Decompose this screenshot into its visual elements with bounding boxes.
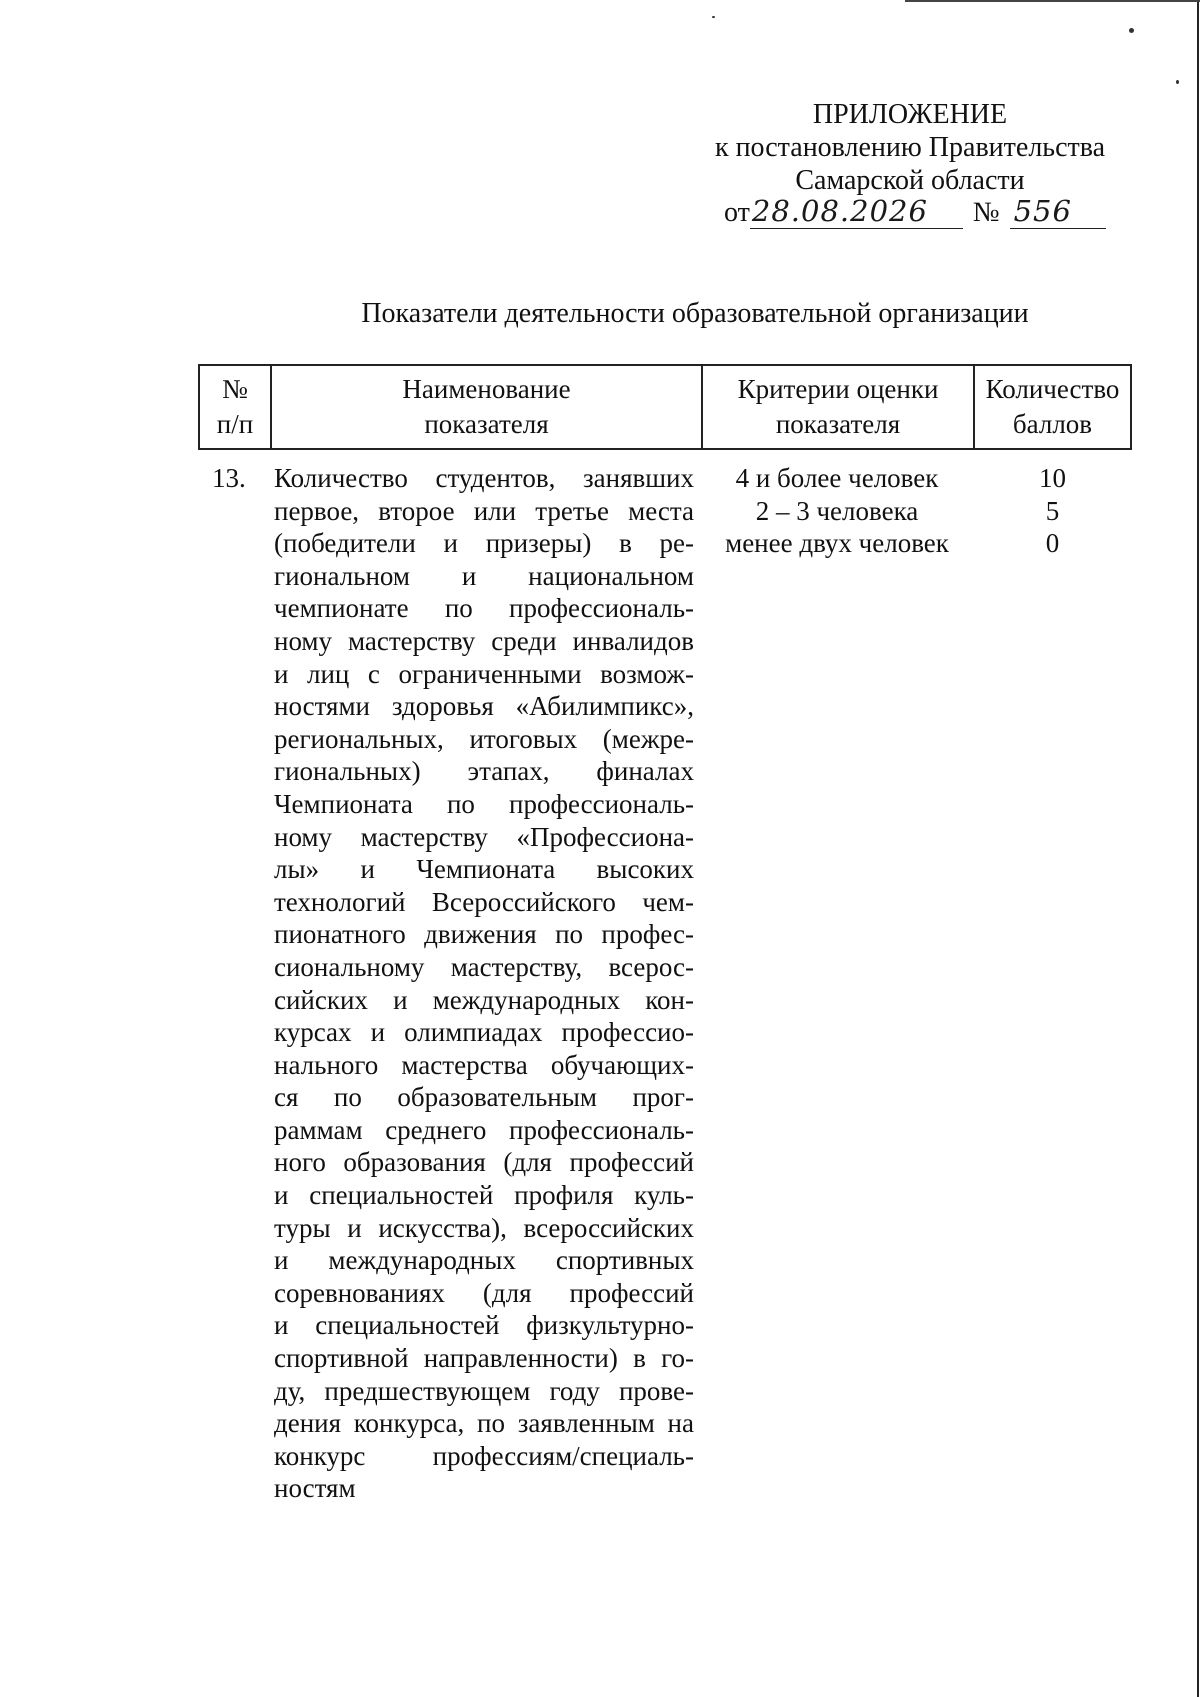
appendix-line: Самарской области	[795, 165, 1025, 196]
description-line: первое, второе или третье места	[274, 495, 694, 526]
date-prefix: от	[724, 197, 750, 228]
points-item: 5	[1045, 495, 1060, 526]
criteria-list	[706, 462, 968, 560]
description-line: чемпионате по профессиональ-	[274, 593, 694, 624]
points-list	[975, 462, 1130, 560]
resolution-date-line	[724, 196, 1106, 229]
description-line: (победители и призеры) в ре-	[274, 528, 694, 559]
document-title: Показатели деятельности образовательной организации	[361, 298, 1029, 329]
header-cell-label: Количество баллов	[985, 374, 1120, 439]
description-line: региональных, итоговых (межре-	[274, 723, 694, 754]
description-line: и специальностей профиля куль-	[274, 1180, 694, 1211]
row-number: 13.	[212, 463, 246, 493]
scan-edge-right	[1197, 0, 1199, 1697]
indicator-description	[274, 462, 694, 1505]
description-line: конкурс профессиям/специаль-	[274, 1440, 694, 1471]
description-line: ному мастерству «Профессиона-	[274, 821, 694, 852]
scan-speck	[712, 16, 715, 18]
description-line: курсах и олимпиадах профессио-	[274, 1017, 694, 1048]
description-line: и международных спортивных	[274, 1245, 694, 1276]
appendix-block	[690, 98, 1130, 197]
header-cell-number	[200, 366, 272, 448]
description-line: и лиц с ограниченными возмож-	[274, 658, 694, 689]
description-line: сийских и международных кон-	[274, 984, 694, 1015]
description-line: гиональных) этапах, финалах	[274, 756, 694, 787]
header-cell-criteria	[703, 366, 975, 448]
points-item: 10	[1039, 463, 1066, 493]
description-line: лы» и Чемпионата высоких	[274, 854, 694, 885]
description-line: Количество студентов, занявших	[274, 463, 694, 493]
description-line: раммам среднего профессиональ-	[274, 1114, 694, 1145]
description-line: и специальностей физкультурно-	[274, 1310, 694, 1341]
description-line: сиональному мастерству, всерос-	[274, 951, 694, 982]
criteria-item: 2 – 3 человека	[755, 495, 919, 526]
scan-speck	[1176, 80, 1179, 84]
criteria-item: 4 и более человек	[735, 463, 939, 493]
header-cell-points	[975, 366, 1130, 448]
description-line: пионатного движения по профес-	[274, 919, 694, 950]
header-cell-label: № п/п	[216, 374, 254, 439]
description-line: Чемпионата по профессиональ-	[274, 788, 694, 819]
description-line: ностям	[274, 1473, 356, 1504]
description-line: ду, предшествующем году прове-	[274, 1375, 694, 1406]
description-line: нального мастерства обучающих-	[274, 1049, 694, 1080]
description-line: ся по образовательным прог-	[274, 1082, 694, 1113]
criteria-item: менее двух человек	[725, 528, 949, 559]
appendix-line: к постановлению Правительства	[714, 132, 1106, 163]
header-cell-indicator	[272, 366, 703, 448]
description-line: гиональном и национальном	[274, 560, 694, 591]
handwritten-date: 28.08.2026	[751, 194, 928, 228]
description-line: соревнованиях (для профессий	[274, 1277, 694, 1308]
header-cell-label: Критерии оценки показателя	[737, 374, 939, 439]
table-header	[198, 364, 1132, 450]
description-line: дения конкурса, по заявленным на	[274, 1408, 694, 1439]
handwritten-number: 556	[1013, 194, 1072, 228]
description-line: технологий Всероссийского чем-	[274, 886, 694, 917]
description-line: спортивной направленности) в го-	[274, 1343, 694, 1374]
header-cell-label: Наименование показателя	[402, 374, 571, 439]
description-line: ному мастерству среди инвалидов	[274, 625, 694, 656]
description-line: ностями здоровья «Абилимпикс»,	[274, 691, 694, 722]
scan-edge-top	[905, 0, 1200, 2]
appendix-line: ПРИЛОЖЕНИЕ	[812, 99, 1008, 130]
number-prefix: №	[972, 197, 1000, 228]
points-item: 0	[1045, 528, 1060, 559]
scan-speck	[1129, 28, 1134, 33]
description-line: туры и искусства), всероссийских	[274, 1212, 694, 1243]
description-line: ного образования (для профессий	[274, 1147, 694, 1178]
